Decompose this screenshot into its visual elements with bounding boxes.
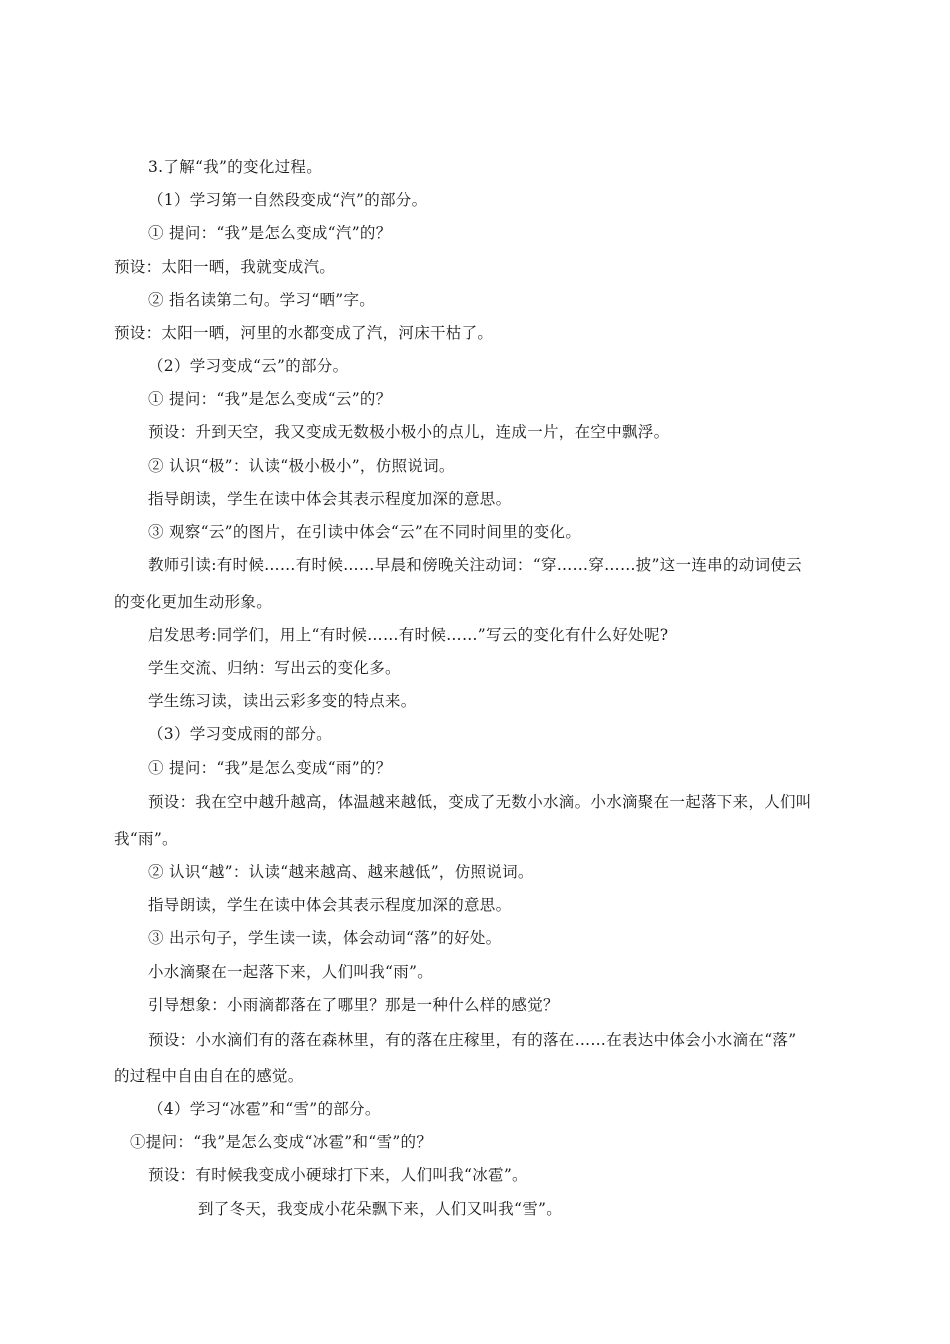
body-line: 指导朗读，学生在读中体会其表示程度加深的意思。 [148,896,512,914]
body-line: 指导朗读，学生在读中体会其表示程度加深的意思。 [148,490,512,508]
body-line: 学生练习读，读出云彩多变的特点来。 [148,692,417,710]
body-line: 启发思考:同学们，用上“有时候……有时候……”写云的变化有什么好处呢? [148,626,669,644]
subsection-heading: （1）学习第一自然段变成“汽”的部分。 [148,191,428,209]
subsection-heading: （3）学习变成雨的部分。 [148,725,332,743]
question-line: ① 提问：“我”是怎么变成“云”的？ [148,390,392,408]
answer-line-continued: 我“雨”。 [114,830,178,848]
instruction-line: ③ 出示句子，学生读一读，体会动词“落”的好处。 [148,929,502,947]
subsection-heading: （2）学习变成“云”的部分。 [148,357,349,375]
answer-line: 预设：有时候我变成小硬球打下来，人们叫我“冰雹”。 [148,1166,528,1184]
instruction-line: ② 指名读第二句。学习“晒”字。 [148,291,376,309]
question-line: ①提问：“我”是怎么变成“冰雹”和“雪”的？ [130,1133,433,1151]
answer-line: 到了冬天，我变成小花朵飘下来，人们又叫我“雪”。 [198,1200,563,1218]
answer-line-continued: 的过程中自由自在的感觉。 [114,1067,304,1085]
body-line: 学生交流、归纳：写出云的变化多。 [148,659,401,677]
question-line: ① 提问：“我”是怎么变成“汽”的？ [148,224,392,242]
body-line: 引导想象：小雨滴都落在了哪里？那是一种什么样的感觉？ [148,996,559,1014]
instruction-line: ③ 观察“云”的图片，在引读中体会“云”在不同时间里的变化。 [148,523,582,541]
answer-line: 预设：太阳一晒，我就变成汽。 [114,258,336,276]
answer-line: 预设：我在空中越升越高，体温越来越低，变成了无数小水滴。小水滴聚在一起落下来，人们叫 [148,793,812,811]
subsection-heading: （4）学习“冰雹”和“雪”的部分。 [148,1100,381,1118]
instruction-line: ② 认识“越”：认读“越来越高、越来越低”，仿照说词。 [148,863,534,881]
body-line: 教师引读:有时候……有时候……早晨和傍晚关注动词：“穿……穿……披”这一连串的动词使云 [148,556,802,574]
answer-line: 预设：升到天空，我又变成无数极小极小的点儿，连成一片，在空中飘浮。 [148,423,670,441]
body-line-continued: 的变化更加生动形象。 [114,593,273,611]
section-heading: 3.了解“我”的变化过程。 [148,158,323,176]
answer-line: 预设：小水滴们有的落在森林里，有的落在庄稼里，有的落在……在表达中体会小水滴在“落” [148,1031,797,1049]
body-line: 小水滴聚在一起落下来，人们叫我“雨”。 [148,963,434,981]
question-line: ① 提问：“我”是怎么变成“雨”的？ [148,759,392,777]
answer-line: 预设：太阳一晒，河里的水都变成了汽，河床干枯了。 [114,324,494,342]
instruction-line: ② 认识“极”：认读“极小极小”，仿照说词。 [148,457,455,475]
